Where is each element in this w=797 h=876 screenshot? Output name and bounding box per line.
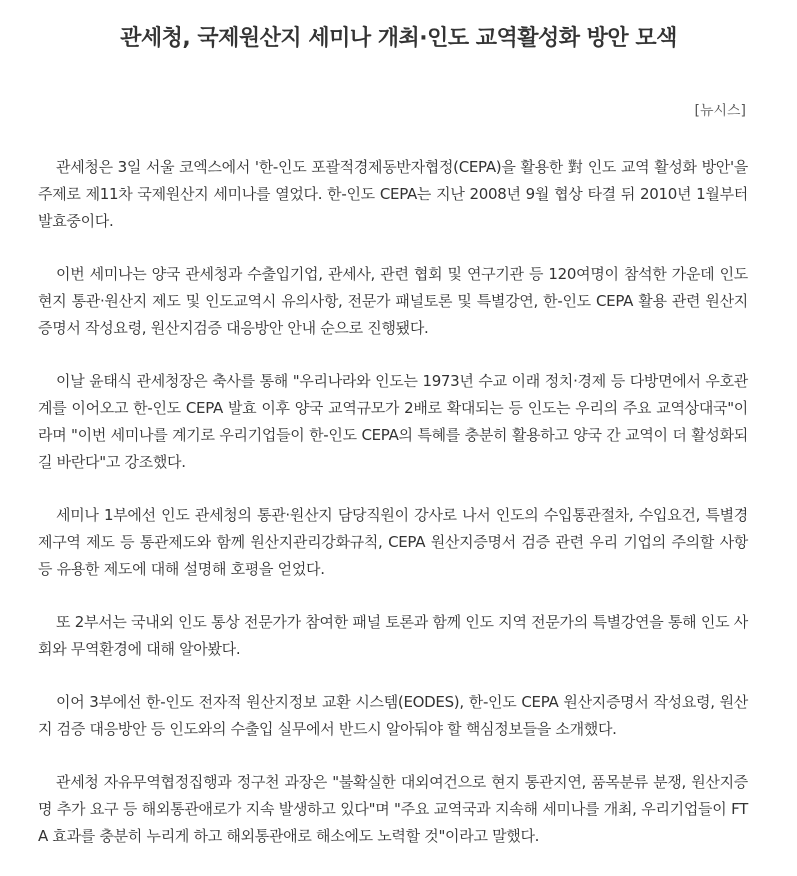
article-body <box>38 154 748 876</box>
article-headline: 관세청, 국제원산지 세미나 개최·인도 교역활성화 방안 모색 <box>120 25 677 51</box>
article-paragraph: 이어 3부에선 한-인도 전자적 원산지정보 교환 시스템(EODES), 한-인도 CEPA 원산지증명서 작성요령, 원산지 검증 대응방안 등 인도와의 수출입 실무에서 반드시 알아둬야 할 핵심정보들을 소개했다. <box>38 693 748 738</box>
article-paragraph: 또 2부서는 국내외 인도 통상 전문가가 참여한 패널 토론과 함께 인도 지역 전문가의 특별강연을 통해 인도 사회와 무역환경에 대해 알아봤다. <box>38 613 748 658</box>
article-paragraph: 관세청 자유무역협정집행과 정구천 과장은 "불확실한 대외여건으로 현지 통관지연, 품목분류 분쟁, 원산지증명 추가 요구 등 해외통관애로가 지속 발생하고 있다"며 "주요 교역국과 지속해 세미나를 개최, 우리기업들이 FTA 효과를 충분히 누리게 하고 해외통관애로 해소에도 노력할 것"이라고 말했다. <box>38 773 748 845</box>
article-paragraph: 관세청은 3일 서울 코엑스에서 '한-인도 포괄적경제동반자협정(CEPA)을 활용한 對 인도 교역 활성화 방안'을 주제로 제11차 국제원산지 세미나를 열었다. 한-인도 CEPA는 지난 2008년 9월 협상 타결 뒤 2010년 1월부터 발효중이다. <box>38 158 748 230</box>
article-paragraph: 세미나 1부에선 인도 관세청의 통관·원산지 담당직원이 강사로 나서 인도의 수입통관절차, 수입요건, 특별경제구역 제도 등 통관제도와 함께 원산지관리강화규칙, CEPA 원산지증명서 검증 관련 우리 기업의 주의할 사항 등 유용한 제도에 대해 설명해 호평을 얻었다. <box>38 506 748 578</box>
article-paragraph: 이날 윤태식 관세청장은 축사를 통해 "우리나라와 인도는 1973년 수교 이래 정치·경제 등 다방면에서 우호관계를 이어오고 한-인도 CEPA 발효 이후 양국 교역규모가 2배로 확대되는 등 인도는 우리의 주요 교역상대국"이라며 "이번 세미나를 계기로 우리기업들이 한-인도 CEPA의 특혜를 충분히 활용하고 양국 간 교역이 더 활성화되길 바란다"고 강조했다. <box>38 372 748 471</box>
article-paragraph: 이번 세미나는 양국 관세청과 수출입기업, 관세사, 관련 협회 및 연구기관 등 120여명이 참석한 가운데 인도 현지 통관·원산지 제도 및 인도교역시 유의사항, 전문가 패널토론 및 특별강연, 한-인도 CEPA 활용 관련 원산지증명서 작성요령, 원산지검증 대응방안 안내 순으로 진행됐다. <box>38 265 748 337</box>
news-source-label: [뉴시스] <box>694 103 746 119</box>
